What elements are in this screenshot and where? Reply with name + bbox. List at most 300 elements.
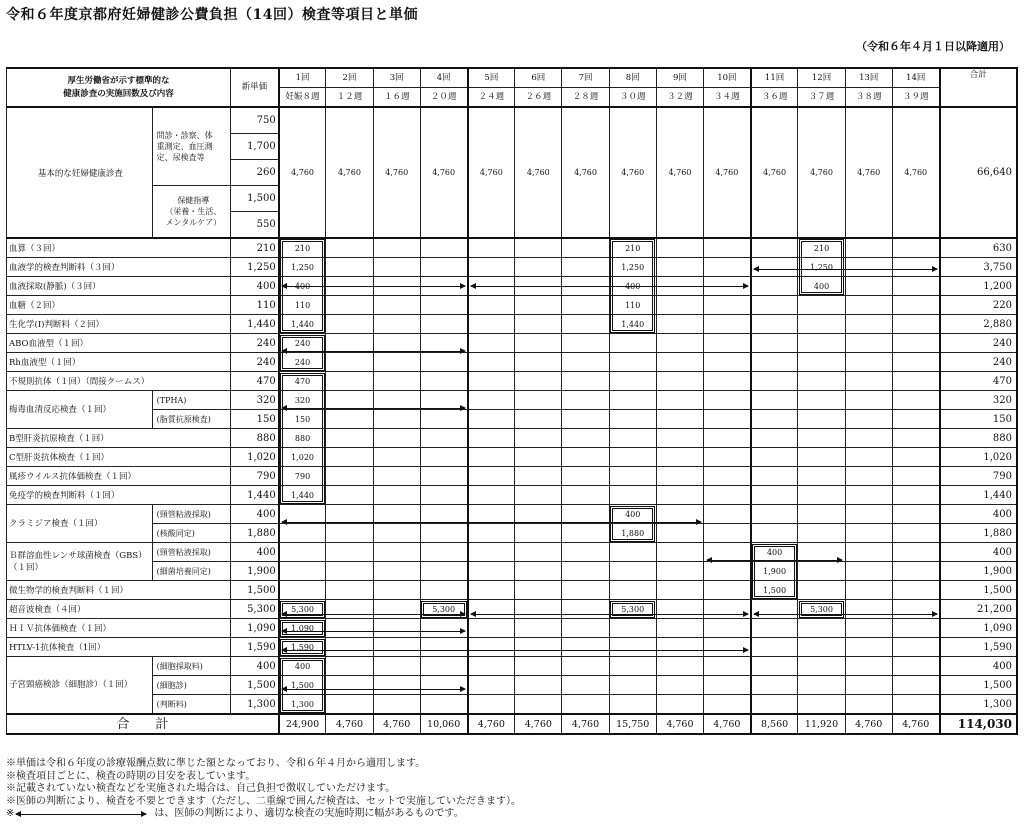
week-header: ３０週: [609, 88, 656, 108]
visit-value: [420, 372, 467, 391]
visit-value: [515, 695, 562, 715]
sum-visit-value: 24,900: [279, 714, 326, 734]
sum-visit-value: 11,920: [798, 714, 845, 734]
exam-table: [6, 67, 1018, 735]
unit-price: 750: [231, 107, 279, 134]
visit-value: [515, 619, 562, 638]
visit-value: 1,590: [279, 638, 326, 657]
visit-value: [845, 334, 892, 353]
visit-value: [468, 448, 515, 467]
visit-value: 1,090: [279, 619, 326, 638]
sum-visit-value: 4,760: [656, 714, 703, 734]
visit-value: [373, 543, 420, 562]
sum-visit-value: 4,760: [515, 714, 562, 734]
basic-visit-value: 4,760: [420, 107, 467, 238]
visit-header: 11回: [751, 68, 798, 88]
period-arrow-icon: [282, 689, 465, 690]
visit-value: [326, 638, 373, 657]
visit-value: [420, 486, 467, 505]
exam-row: [7, 391, 1018, 410]
visit-value: [515, 238, 562, 258]
exam-row: [7, 467, 1018, 486]
visit-value: [704, 429, 751, 448]
effective-date: （令和６年４月１日以降適用）: [856, 40, 1010, 53]
exam-subname: (頸管粘液採取): [152, 505, 230, 524]
visit-value: [326, 676, 373, 695]
visit-value: [798, 581, 845, 600]
visit-value: [373, 467, 420, 486]
visit-value: [845, 448, 892, 467]
header-price-label: 新単価: [231, 68, 279, 107]
header-total-label: 合計: [940, 68, 1017, 107]
visit-value: [562, 505, 609, 524]
visit-value: [515, 334, 562, 353]
unit-price: 550: [231, 212, 279, 239]
unit-price: 1,300: [231, 695, 279, 715]
period-arrow-icon: [754, 614, 937, 615]
visit-value: [704, 334, 751, 353]
visit-value: [373, 391, 420, 410]
basic-visit-value: 4,760: [798, 107, 845, 238]
visit-value: [656, 296, 703, 315]
visit-value: [326, 486, 373, 505]
visit-header: 9回: [656, 68, 703, 88]
visit-value: [468, 676, 515, 695]
visit-value: [751, 505, 798, 524]
visit-value: [798, 448, 845, 467]
visit-value: [751, 315, 798, 334]
period-arrow-icon: [282, 286, 465, 287]
sum-visit-value: 4,760: [468, 714, 515, 734]
exam-row: [7, 505, 1018, 524]
visit-value: [751, 638, 798, 657]
visit-value: 210: [279, 238, 326, 258]
visit-value: [609, 638, 656, 657]
visit-value: [798, 410, 845, 429]
period-arrow-icon: [471, 614, 748, 615]
visit-value: [845, 486, 892, 505]
sum-visit-value: 4,760: [373, 714, 420, 734]
visit-value: [845, 638, 892, 657]
visit-header: 2回: [326, 68, 373, 88]
visit-value: [751, 410, 798, 429]
exam-row: [7, 258, 1018, 277]
exam-row: [7, 429, 1018, 448]
visit-value: [656, 315, 703, 334]
period-arrow-icon: [282, 408, 465, 409]
visit-value: [798, 391, 845, 410]
visit-value: [562, 334, 609, 353]
visit-value: [798, 334, 845, 353]
visit-value: [468, 429, 515, 448]
week-header: ３２週: [656, 88, 703, 108]
basic-exam-sub2: 保健指導 （栄養・生活、 メンタルケア）: [152, 186, 230, 239]
visit-value: [326, 695, 373, 715]
visit-value: 1,900: [751, 562, 798, 581]
visit-value: 470: [279, 372, 326, 391]
visit-value: [704, 676, 751, 695]
visit-value: [326, 505, 373, 524]
unit-price: 400: [231, 543, 279, 562]
visit-value: [468, 296, 515, 315]
visit-value: [326, 334, 373, 353]
visit-value: [609, 391, 656, 410]
basic-exam-sub1: 問診・診察、体 重測定、血圧測 定、尿検査等: [152, 107, 230, 186]
visit-value: [326, 410, 373, 429]
unit-price: 1,880: [231, 524, 279, 543]
visit-value: 5,300: [279, 600, 326, 619]
visit-value: [562, 429, 609, 448]
visit-value: [562, 524, 609, 543]
visit-value: [562, 391, 609, 410]
visit-value: [515, 638, 562, 657]
visit-value: [326, 467, 373, 486]
sum-label: 合 計: [7, 714, 279, 734]
visit-value: [326, 619, 373, 638]
visit-value: [468, 315, 515, 334]
visit-value: [515, 524, 562, 543]
week-header: ３６週: [751, 88, 798, 108]
exam-name: 免疫学的検査判断料（１回）: [7, 486, 231, 505]
visit-value: [656, 581, 703, 600]
unit-price: 1,440: [231, 315, 279, 334]
sum-visit-value: 4,760: [326, 714, 373, 734]
visit-value: [468, 619, 515, 638]
exam-name: 血液学的検査判断料（３回）: [7, 258, 231, 277]
visit-value: 1,250: [279, 258, 326, 277]
row-total: 21,200: [940, 600, 1017, 619]
week-header: ２６週: [515, 88, 562, 108]
visit-value: [798, 676, 845, 695]
row-total: 880: [940, 429, 1017, 448]
exam-name: ＨＩＶ抗体価検査（１回）: [7, 619, 231, 638]
unit-price: 1,500: [231, 676, 279, 695]
visit-value: [704, 448, 751, 467]
week-header: ２８週: [562, 88, 609, 108]
sum-visit-value: 4,760: [892, 714, 939, 734]
visit-value: [892, 353, 939, 372]
visit-value: [845, 315, 892, 334]
exam-row: [7, 676, 1018, 695]
period-arrow-icon: [282, 650, 748, 651]
note-line: ※医師の判断により、検査を不要とできます（ただし、二重線で囲んだ検査は、セットで実施していただきます）。: [6, 795, 521, 807]
visit-value: [468, 258, 515, 277]
visit-value: [845, 391, 892, 410]
exam-subname: (判断料): [152, 695, 230, 715]
visit-value: [515, 296, 562, 315]
row-total: 630: [940, 238, 1017, 258]
visit-value: [420, 238, 467, 258]
visit-value: [515, 657, 562, 676]
exam-subname: (核酸同定): [152, 524, 230, 543]
visit-value: [892, 448, 939, 467]
visit-value: 210: [798, 238, 845, 258]
unit-price: 470: [231, 372, 279, 391]
visit-value: [609, 543, 656, 562]
visit-value: [656, 638, 703, 657]
visit-value: [609, 562, 656, 581]
row-total: 1,300: [940, 695, 1017, 715]
period-arrow-icon: [282, 351, 465, 352]
visit-value: [751, 448, 798, 467]
sum-visit-value: 8,560: [751, 714, 798, 734]
note-line: ※記載されていない検査などを実施された場合は、自己負担で徴収していただけます。: [6, 783, 396, 794]
visit-value: [326, 600, 373, 619]
visit-value: [562, 657, 609, 676]
week-header: １６週: [373, 88, 420, 108]
visit-value: [751, 429, 798, 448]
visit-header: 1回: [279, 68, 326, 88]
visit-value: [798, 524, 845, 543]
visit-value: [420, 524, 467, 543]
basic-visit-value: 4,760: [562, 107, 609, 238]
row-total: 1,900: [940, 562, 1017, 581]
visit-value: [609, 429, 656, 448]
visit-value: [326, 372, 373, 391]
visit-value: [609, 619, 656, 638]
visit-value: [704, 562, 751, 581]
visit-value: [515, 372, 562, 391]
visit-header: 7回: [562, 68, 609, 88]
week-header: １２週: [326, 88, 373, 108]
visit-value: 1,020: [279, 448, 326, 467]
visit-value: [845, 543, 892, 562]
visit-value: [609, 486, 656, 505]
visit-value: [798, 619, 845, 638]
visit-value: [609, 695, 656, 715]
visit-value: [704, 619, 751, 638]
note-line: ※検査項目ごとに、検査の時期の目安を表しています。: [6, 770, 256, 782]
sum-visit-value: 10,060: [420, 714, 467, 734]
visit-value: 110: [609, 296, 656, 315]
visit-value: [656, 619, 703, 638]
exam-row: [7, 600, 1018, 619]
visit-value: [420, 505, 467, 524]
exam-name: 生化学(Ⅰ)判断料（２回）: [7, 315, 231, 334]
week-header: ３９週: [892, 88, 939, 108]
visit-value: [798, 486, 845, 505]
visit-value: [326, 353, 373, 372]
visit-value: [656, 334, 703, 353]
visit-value: [704, 467, 751, 486]
visit-value: [845, 258, 892, 277]
visit-value: [798, 562, 845, 581]
visit-header: 13回: [845, 68, 892, 88]
visit-value: [468, 353, 515, 372]
unit-price: 1,900: [231, 562, 279, 581]
visit-value: [892, 524, 939, 543]
visit-value: [845, 505, 892, 524]
visit-value: 1,440: [609, 315, 656, 334]
visit-value: 400: [279, 277, 326, 296]
exam-row: [7, 334, 1018, 353]
basic-visit-value: 4,760: [656, 107, 703, 238]
row-total: 400: [940, 543, 1017, 562]
visit-value: 1,250: [798, 258, 845, 277]
period-arrow-icon: [282, 522, 701, 523]
visit-value: [373, 448, 420, 467]
exam-name: 血糖（２回）: [7, 296, 231, 315]
visit-value: [420, 448, 467, 467]
unit-price: 1,250: [231, 258, 279, 277]
visit-value: [704, 581, 751, 600]
visit-value: [562, 353, 609, 372]
visit-value: 400: [798, 277, 845, 296]
visit-value: [468, 695, 515, 715]
visit-value: [468, 505, 515, 524]
visit-value: [704, 695, 751, 715]
visit-header: 5回: [468, 68, 515, 88]
visit-value: [704, 657, 751, 676]
visit-value: [420, 258, 467, 277]
sum-visit-value: 4,760: [704, 714, 751, 734]
visit-value: [562, 619, 609, 638]
visit-value: [656, 600, 703, 619]
row-total: 1,020: [940, 448, 1017, 467]
visit-value: [373, 334, 420, 353]
row-total: 1,880: [940, 524, 1017, 543]
visit-value: [892, 238, 939, 258]
visit-value: [562, 372, 609, 391]
unit-price: 240: [231, 334, 279, 353]
visit-value: [609, 448, 656, 467]
visit-value: [892, 467, 939, 486]
visit-value: [892, 296, 939, 315]
visit-value: [515, 353, 562, 372]
exam-row: [7, 410, 1018, 429]
row-total: 1,500: [940, 581, 1017, 600]
visit-value: [892, 334, 939, 353]
visit-value: [751, 296, 798, 315]
visit-value: [845, 695, 892, 715]
exam-subname: (頸管粘液採取): [152, 543, 230, 562]
row-total: 150: [940, 410, 1017, 429]
visit-value: [892, 581, 939, 600]
unit-price: 1,590: [231, 638, 279, 657]
visit-header: 14回: [892, 68, 939, 88]
visit-value: [468, 391, 515, 410]
visit-value: [468, 657, 515, 676]
row-total: 1,500: [940, 676, 1017, 695]
visit-value: [562, 296, 609, 315]
row-total: 790: [940, 467, 1017, 486]
visit-value: [420, 638, 467, 657]
visit-value: 400: [751, 543, 798, 562]
visit-value: [468, 372, 515, 391]
unit-price: 1,700: [231, 134, 279, 160]
visit-value: [845, 657, 892, 676]
visit-value: [562, 258, 609, 277]
visit-value: [656, 562, 703, 581]
unit-price: 260: [231, 160, 279, 186]
visit-value: [373, 562, 420, 581]
visit-value: [326, 448, 373, 467]
exam-name: C型肝炎抗体検査（１回）: [7, 448, 231, 467]
visit-value: [373, 638, 420, 657]
visit-value: [326, 581, 373, 600]
exam-name: HTLV-1抗体検査（1回）: [7, 638, 231, 657]
visit-value: [798, 505, 845, 524]
period-arrow-icon: [707, 560, 843, 561]
exam-name: ABO血液型（１回）: [7, 334, 231, 353]
exam-row: [7, 296, 1018, 315]
row-total: 400: [940, 657, 1017, 676]
exam-row: [7, 638, 1018, 657]
visit-value: 5,300: [420, 600, 467, 619]
visit-value: [798, 353, 845, 372]
visit-value: [420, 315, 467, 334]
visit-value: [656, 410, 703, 429]
header-row: [7, 68, 1018, 88]
visit-value: [279, 581, 326, 600]
visit-value: 1,250: [609, 258, 656, 277]
visit-value: [845, 467, 892, 486]
visit-value: [751, 486, 798, 505]
visit-value: [845, 619, 892, 638]
visit-value: [845, 581, 892, 600]
visit-value: [798, 429, 845, 448]
unit-price: 1,020: [231, 448, 279, 467]
visit-value: [704, 391, 751, 410]
page-title: 令和６年度京都府妊婦健診公費負担（14回）検査等項目と単価: [6, 7, 418, 23]
visit-value: [420, 581, 467, 600]
visit-value: [373, 695, 420, 715]
visit-value: [373, 429, 420, 448]
visit-value: [562, 638, 609, 657]
visit-value: 1,500: [751, 581, 798, 600]
header-content-label: 厚生労働省が示す標準的な 健康診査の実施回数及び内容: [7, 68, 231, 107]
visit-value: [704, 296, 751, 315]
visit-value: [326, 238, 373, 258]
visit-value: [845, 372, 892, 391]
visit-value: [373, 296, 420, 315]
exam-row: [7, 619, 1018, 638]
visit-header: 12回: [798, 68, 845, 88]
row-total: 1,440: [940, 486, 1017, 505]
visit-value: [892, 638, 939, 657]
visit-value: [373, 619, 420, 638]
visit-value: 400: [609, 277, 656, 296]
exam-name: B型肝炎抗原検査（１回）: [7, 429, 231, 448]
visit-value: [326, 429, 373, 448]
exam-row: [7, 581, 1018, 600]
exam-name: 超音波検査（４回）: [7, 600, 231, 619]
exam-name: 不規則抗体（１回）（間接クームス）: [7, 372, 231, 391]
visit-value: [279, 524, 326, 543]
visit-value: [279, 562, 326, 581]
basic-visit-value: 4,760: [468, 107, 515, 238]
visit-value: [845, 600, 892, 619]
exam-row: [7, 543, 1018, 562]
visit-value: [751, 238, 798, 258]
visit-value: [562, 486, 609, 505]
visit-value: [656, 676, 703, 695]
visit-value: [751, 277, 798, 296]
visit-value: [562, 600, 609, 619]
visit-value: [656, 467, 703, 486]
unit-price: 320: [231, 391, 279, 410]
visit-value: [515, 410, 562, 429]
visit-value: [562, 238, 609, 258]
basic-visit-value: 4,760: [845, 107, 892, 238]
unit-price: 400: [231, 657, 279, 676]
visit-value: [420, 657, 467, 676]
exam-row: [7, 562, 1018, 581]
visit-value: [845, 238, 892, 258]
visit-value: [373, 486, 420, 505]
visit-value: [562, 676, 609, 695]
visit-value: [515, 467, 562, 486]
